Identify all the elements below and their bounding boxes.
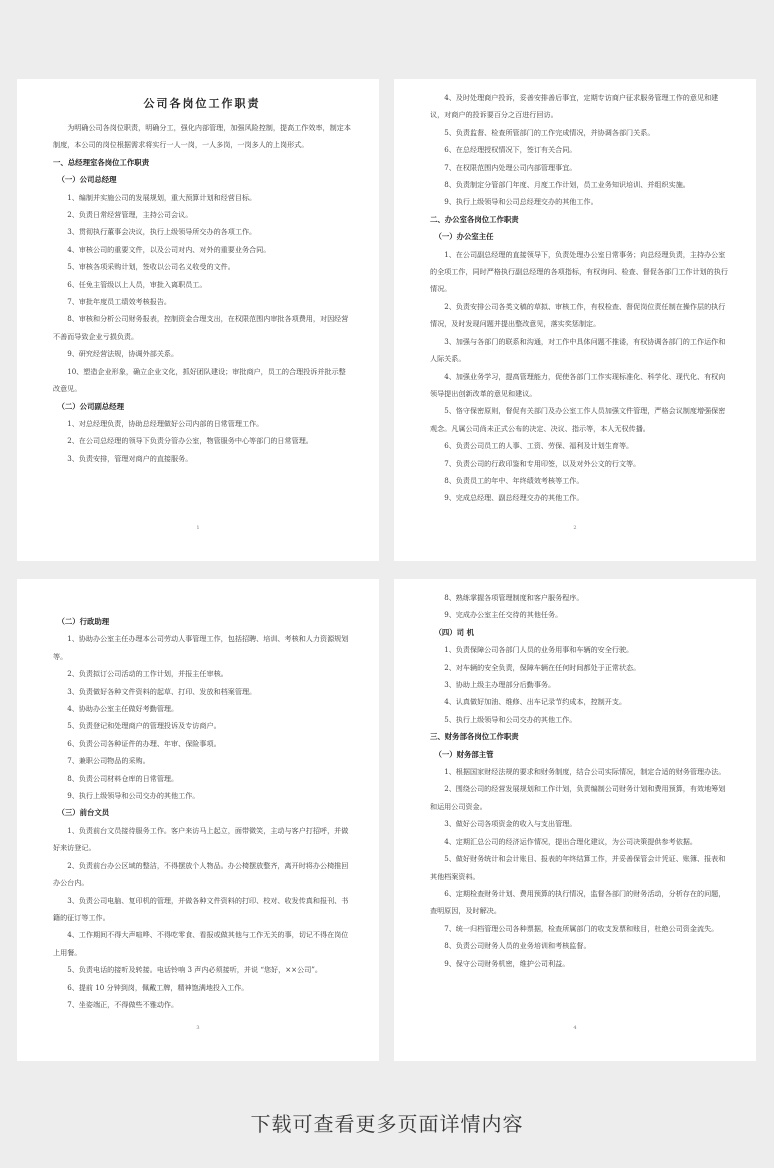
paragraph: 3、加强与各部门的联系和沟通，对工作中具体问题不推诿，有权协调各部门的工作运作和人际关系。: [430, 336, 726, 364]
paragraph: 9、完成办公室主任交待的其他任务。: [444, 610, 563, 620]
page-number: 3: [196, 1025, 200, 1031]
paragraph: 7、统一归档管理公司各种票据，检查所属部门的收支发票和账目，杜绝公司资金流失。: [444, 923, 719, 933]
page-content: [430, 589, 728, 972]
paragraph: 3、负责安排，管理对商户的直接服务。: [67, 453, 193, 463]
paragraph: 4、定期汇总公司的经济运作情况，提出合理化建议，为公司决策提供参考依据。: [444, 836, 697, 846]
paragraph: 6、提前 10 分钟到岗，佩戴工牌，精神饱满地投入工作。: [67, 982, 249, 992]
paragraph: 8、负责员工的年中、年终绩效考核等工作。: [444, 475, 584, 485]
paragraph: 3、做好公司各项资金的收入与支出管理。: [444, 819, 577, 829]
paragraph: 为明确公司各岗位职责，明确分工，强化内部管理，加强风险控制，提高工作效率，制定本制度，本公司的岗位根据需求将实行一人一岗，一人多岗，一岗多人的上岗形式。: [53, 123, 351, 150]
paragraph: 2、围绕公司的经营发展规划和工作计划，负责编制公司财务计划和费用预算，有效地筹划和运用公司资金。: [430, 784, 726, 811]
paragraph: 6、负责公司员工的人事、工资、劳保、福利及计划生育等。: [444, 441, 634, 451]
paragraph: 4、加强业务学习，提高管理能力，促使各部门工作实现标准化、科学化、现代化、有权向领导提出创新改革的意见和建议。: [430, 371, 726, 398]
paragraph: 7、负责公司的行政印鉴和专用印签，以及对外公文的行文等。: [444, 458, 641, 468]
paragraph: 4、审核公司的重要文件，以及公司对内、对外的重要业务合同。: [67, 244, 271, 254]
paragraph: 3、协助上级主办理部分后勤事务。: [444, 680, 556, 690]
paragraph: 9、完成总经理、副总经理交办的其他工作。: [444, 493, 584, 503]
document-page-4: [394, 579, 756, 1061]
paragraph: 2、负责日常经营管理，主持公司会议。: [67, 210, 193, 220]
paragraph: 3、贯彻执行董事会决议，执行上级领导所交办的各项工作。: [67, 227, 257, 237]
paragraph: 5、恪守保密原则，督促有关部门及办公室工作人员加强文件管理，严格会议制度增强保密观念。凡属公司尚未正式公布的决定、决议、指示等，本人无权传播。: [430, 406, 726, 433]
paragraph: 2、对车辆的安全负责，保障车辆在任何时间都处于正常状态。: [444, 662, 641, 672]
section-heading: 三、财务部各岗位工作职责: [430, 732, 519, 742]
paragraph: 1、负责前台文员接待服务工作。客户来访马上起立，面带微笑，主动与客户打招呼，并做好来访登记。: [53, 825, 349, 853]
page-content: [430, 89, 728, 507]
paragraph: 8、熟练掌握各项管理制度和客户服务程序。: [444, 593, 584, 602]
paragraph: 7、审批年度员工绩效考核报告。: [67, 297, 172, 307]
document-page-1: [17, 79, 379, 561]
document-page-2: [394, 79, 756, 561]
section-heading: 一、总经理室各岗位工作职责: [53, 157, 150, 167]
paragraph: 1、根据国家财经法规的要求和财务制度，结合公司实际情况，制定合适的财务管理办法。: [444, 767, 726, 777]
page-content: [53, 613, 351, 1013]
paragraph: 4、工作期间不得大声喧哗、不得吃零食、看报或做其他与工作无关的事，切记不得在岗位上用餐。: [53, 930, 349, 957]
paragraph: 5、做好财务统计和会计账目、报表的年终结算工作，并妥善保管会计凭证、账簿、报表和其他档案资料。: [430, 854, 726, 881]
subsection-heading: （一）财务部主管: [434, 749, 494, 759]
subsection-heading: （一）公司总经理: [57, 175, 117, 185]
paragraph: 8、负责公司材料仓库的日常管理。: [67, 773, 179, 783]
paragraph: 7、兼职公司物品的采购。: [67, 756, 150, 766]
paragraph: 5、审核各项采购计划，签收以公司名义收受的文件。: [67, 262, 235, 272]
page-content: [53, 95, 351, 467]
subsection-heading: （四）司 机: [434, 627, 474, 637]
paragraph: 2、负责安排公司各类文稿的草拟、审核工作，有权检查、督促岗位责任制在操作层的执行情况，及时发现问题并提出整改意见，落实奖惩制定。: [430, 301, 726, 329]
paragraph: 8、负责制定分管部门年度、月度工作计划，员工业务知识培训、并组织实施。: [444, 180, 690, 190]
paragraph: 6、定期检查财务计划、费用预算的执行情况，监督各部门的财务活动，分析存在的问题，查明原因，及时解决。: [430, 888, 726, 916]
paragraph: 2、在公司总经理的领导下负责分管办公室，物管服务中心等部门的日常管理。: [67, 436, 313, 446]
page-number: 2: [573, 525, 577, 531]
paragraph: 1、编制并实施公司的发展规划，重大预算计划和经营目标。: [67, 192, 257, 202]
paragraph: 3、负责做好各种文件资料的起草、打印、发放和档案管理。: [67, 686, 257, 696]
download-more-banner[interactable]: 下载可查看更多页面详情内容: [250, 1112, 524, 1136]
paragraph: 9、执行上级领导和公司交办的其他工作。: [67, 791, 200, 801]
paragraph: 4、及时处理商户投诉，妥善安排善后事宜，定期专访商户征求服务管理工作的意见和建议，对商户的投诉要百分之百进行回访。: [430, 93, 719, 120]
paragraph: 6、在总经理授权情况下，签订有关合同。: [444, 145, 577, 155]
paragraph: 7、坐姿端正，不得做些不雅动作。: [67, 999, 179, 1009]
paragraph: 6、任免主管级以上人员，审批入离职员工。: [67, 279, 207, 289]
document-title: 公司各岗位工作职责: [143, 97, 261, 110]
subsection-heading: （一）办公室主任: [434, 232, 494, 242]
paragraph: 7、在权限范围内处理公司内部管理事宜。: [444, 162, 577, 172]
paragraph: 1、在公司副总经理的直接领导下，负责处理办公室日常事务；向总经理负责，主持办公室的全项工作，同时严格执行副总经理的各项指标，有权询问、检查、督促各部门工作计划的执行情况。: [430, 249, 728, 294]
paragraph: 5、负责登记和处理商户的管理投诉及专访商户。: [67, 721, 221, 731]
paragraph: 1、协助办公室主任办理本公司劳动人事管理工作，包括招聘、培训、考核和人力资源规划等。: [53, 634, 349, 661]
paragraph: 9、执行上级领导和公司总经理交办的其他工作。: [444, 197, 598, 207]
subsection-heading: （二）行政助理: [57, 617, 110, 626]
paragraph: 1、对总经理负责，协助总经理做好公司内部的日常管理工作。: [67, 418, 264, 428]
paragraph: 4、协助办公室主任做好考勤管理。: [67, 704, 179, 714]
subsection-heading: （三）前台文员: [57, 808, 110, 818]
paragraph: 9、研究经营法规，协调外部关系。: [67, 349, 179, 359]
paragraph: 4、认真做好加油、维修、出车记录节约成本，控制开支。: [444, 697, 627, 707]
paragraph: 2、负责拟订公司活动的工作计划，并报主任审核。: [67, 669, 228, 679]
paragraph: 2、负责前台办公区域的整洁，不得摆放个人物品。办公椅摆放整齐，离开时将办公椅推回办公台内。: [53, 860, 349, 888]
paragraph: 5、负责监督、检查所管部门的工作完成情况，并协调各部门关系。: [444, 127, 655, 137]
page-number: 4: [573, 1025, 577, 1031]
paragraph: 9、保守公司财务机密，维护公司利益。: [444, 958, 570, 968]
paragraph: 6、负责公司各种证件的办理、年审、保险事项。: [67, 738, 221, 748]
paragraph: 8、负责公司财务人员的业务培训和考核监督。: [444, 941, 591, 951]
paragraph: 1、负责保障公司各部门人员的业务用事和车辆的安全行驶。: [444, 645, 634, 655]
paragraph: 3、负责公司电脑、复印机的管理，并做各种文件资料的打印、校对、收发传真和报刊、书籍的征订等工作。: [53, 895, 349, 922]
paragraph: 5、执行上级领导和公司交办的其他工作。: [444, 714, 577, 724]
page-number: 1: [196, 525, 200, 531]
document-page-3: [17, 579, 379, 1061]
paragraph: 5、负责电话的接听及转接。电话铃响 3 声内必须接听，并说 “您好，××公司”。: [67, 965, 323, 975]
paragraph: 10、塑造企业形象，确立企业文化，抓好团队建设；审批商户，员工的合理投诉并批示整改意见。: [53, 366, 346, 394]
section-heading: 二、办公室各岗位工作职责: [430, 214, 519, 224]
subsection-heading: （二）公司副总经理: [57, 401, 124, 411]
paragraph: 8、审核和分析公司财务报表，控制资金合理支出，在权限范围内审批各项费用，对因经营不善而导致企业亏损负责。: [53, 314, 349, 341]
